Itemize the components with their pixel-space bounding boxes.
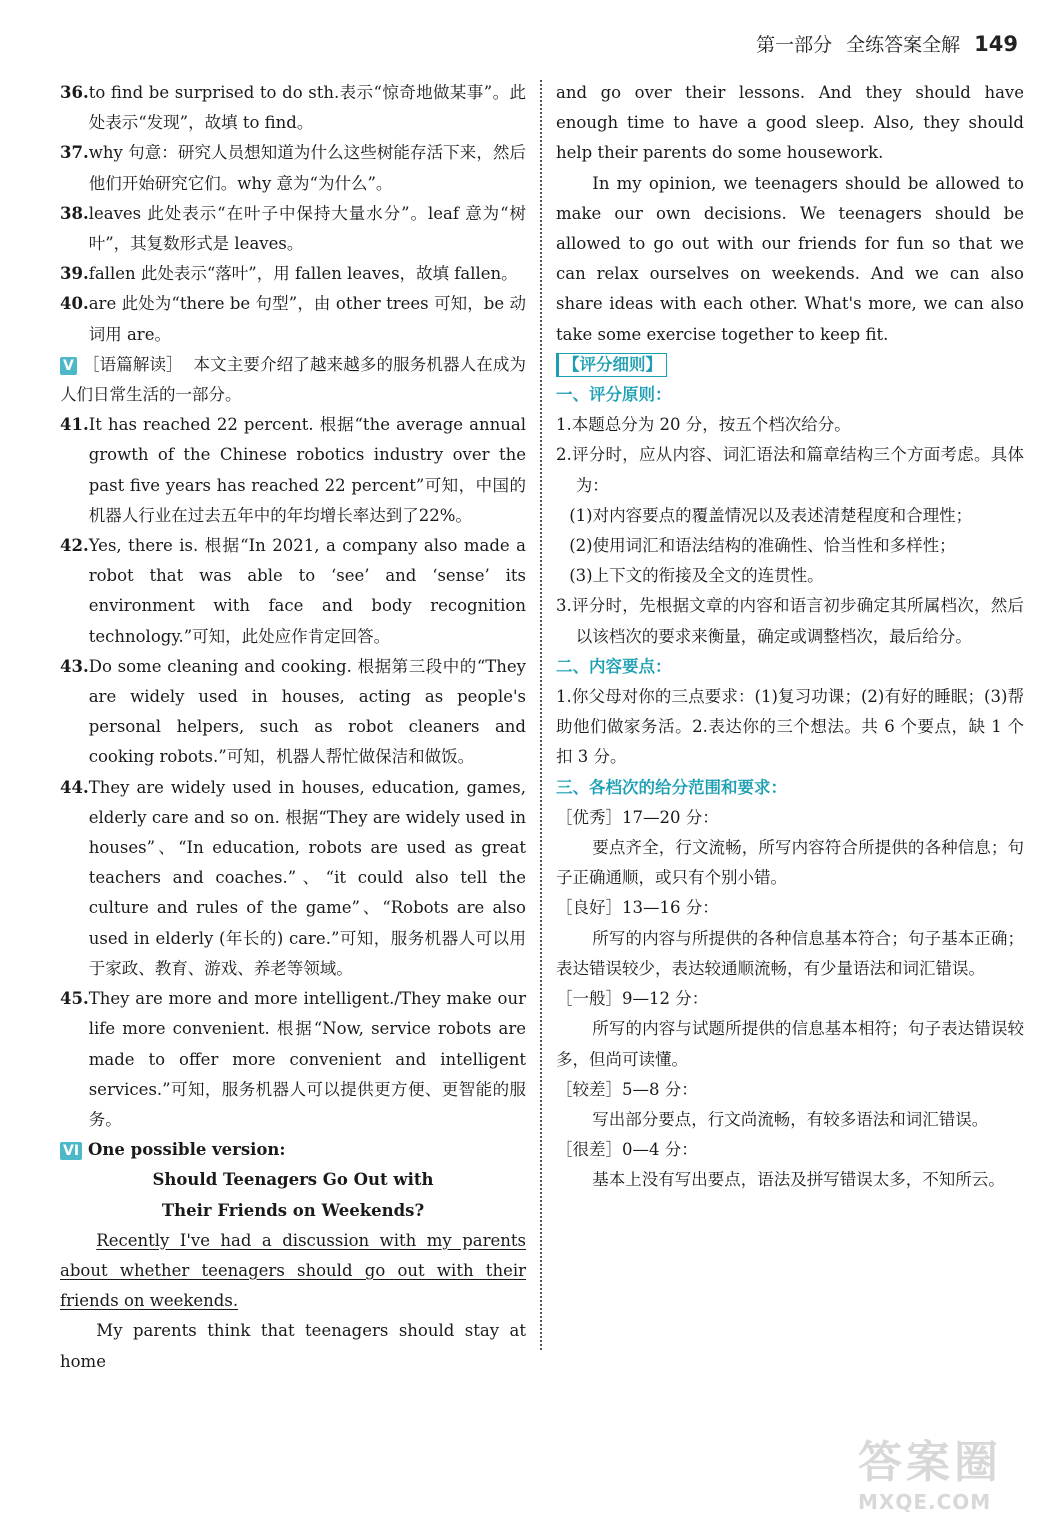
answer-item <box>60 773 526 984</box>
watermark-text: 答案圈 <box>858 1437 1002 1488</box>
sub-principle-3: (3)上下文的衔接及全文的连贯性。 <box>569 566 824 586</box>
answer-item <box>60 259 526 289</box>
level-description: 基本上没有写出要点，语法及拼写错误太多，不知所云。 <box>592 1170 1005 1190</box>
essay-paragraph-2-start: My parents think that teenagers should stay at home <box>60 1321 526 1371</box>
level-label: ［很差］0—4 分： <box>556 1140 698 1160</box>
level-label: ［优秀］17—20 分： <box>556 807 719 827</box>
version-label: One possible version: <box>88 1140 286 1160</box>
answer-item <box>60 410 526 531</box>
essay-paragraph-3: In my opinion, we teenagers should be allowed to make our own decisions. We teenagers should be allowed to go out with our friends for fun so that we can relax ourselves on weekends. And we can also share ideas with each other. What's more, we can also take some exercise together to keep fit. <box>556 173 1024 344</box>
answer-list-a <box>60 78 526 350</box>
level-description: 所写的内容与所提供的各种信息基本符合；句子基本正确；表达错误较少，表达较通顺流畅，有少量语法和词汇错误。 <box>556 928 1024 978</box>
level-description: 写出部分要点，行文尚流畅，有较多语法和词汇错误。 <box>592 1109 989 1129</box>
principle-2: 2.评分时，应从内容、词汇语法和篇章结构三个方面考虑。具体为： <box>556 445 1024 495</box>
answer-text: They are widely used in houses, education, games, elderly care and so on. 根据“They are widely used in houses”、“In education, robots are used as great teachers and coaches.”、“it could also tell the culture and rules of the game”、“Robots are also used in elderly (年长的) care.”可知，服务机器人可以用于家政、教育、游戏、养老等领域。 <box>88 777 526 978</box>
sub-principle-1: (1)对内容要点的覆盖情况以及表述清楚程度和合理性； <box>569 505 973 525</box>
answer-text: fallen 此处表示“落叶”，用 fallen leaves，故填 fallen。 <box>88 264 518 284</box>
answer-number: 43. <box>60 656 89 676</box>
answer-text: to find be surprised to do sth.表示“惊奇地做某事”。此处表示“发现”，故填 to find。 <box>88 83 526 133</box>
answer-number: 42. <box>60 536 89 556</box>
section-tag: ［语篇解读］ <box>82 354 183 374</box>
principle-heading: 一、评分原则： <box>556 385 672 405</box>
essay-title-line-2: Their Friends on Weekends? <box>161 1200 425 1220</box>
level-good <box>556 893 1024 984</box>
answer-text: Yes, there is. 根据“In 2021, a company also made a robot that was able to ‘see’ and ‘sense’ its environment with face and body recognition technology.”可知，此处应作肯定回答。 <box>88 536 526 646</box>
rubric-heading: 【评分细则】 <box>556 353 667 377</box>
answer-text: Do some cleaning and cooking. 根据第三段中的“They are widely used in houses, acting as people's personal helpers, such as robot cleaners and cooking robots.”可知，机器人帮忙做保洁和做饭。 <box>88 656 526 767</box>
content-points: 1.你父母对你的三点要求：(1)复习功课；(2)有好的睡眠；(3)帮助他们做家务活。2.表达你的三个想法。共 6 个要点，缺 1 个扣 3 分。 <box>556 687 1024 767</box>
section-badge: VI <box>60 1142 82 1160</box>
essay-paragraph-2-end: and go over their lessons. And they should have enough time to have a good sleep. Also, they should help their parents do some housework. <box>556 83 1024 163</box>
levels-heading: 三、各档次的给分范围和要求： <box>556 777 787 797</box>
answer-text: They are more and more intelligent./They make our life more convenient. 根据“Now, service robots are made to offer more convenient and intelligent services.”可知，服务机器人可以提供更方便、更智能的服务。 <box>88 989 526 1129</box>
section-summary: 本文主要介绍了越来越多的服务机器人在成为人们日常生活的一部分。 <box>60 354 527 405</box>
section-badge: V <box>60 357 77 375</box>
header-title: 全练答案全解 <box>846 34 961 56</box>
answer-item <box>60 984 526 1135</box>
answer-number: 40. <box>60 294 89 314</box>
answer-item <box>60 652 526 773</box>
answer-text: It has reached 22 percent. 根据“the average annual growth of the Chinese robotics industry over the past five years has reached 22 percent”可知，中国的机器人行业在过去五年中的年均增长率达到了22%。 <box>88 415 526 525</box>
level-average <box>556 984 1024 1075</box>
answer-item <box>60 138 526 198</box>
section-6-intro <box>60 1135 526 1165</box>
answer-text: why 句意：研究人员想知道为什么这些树能存活下来，然后他们开始研究它们。why 意为“为什么”。 <box>88 143 526 193</box>
answer-number: 45. <box>60 989 89 1009</box>
answer-number: 37. <box>60 143 89 163</box>
answer-number: 39. <box>60 264 89 284</box>
answer-list-b <box>60 410 526 1135</box>
answer-item <box>60 289 526 349</box>
watermark-url: MXQE.COM <box>858 1490 992 1514</box>
level-label: ［一般］9—12 分： <box>556 989 709 1009</box>
page-number: 149 <box>974 32 1018 56</box>
header-section: 第一部分 <box>756 34 833 56</box>
level-very-poor <box>556 1135 1024 1195</box>
level-poor <box>556 1075 1024 1135</box>
answer-item <box>60 78 526 138</box>
answer-item <box>60 531 526 652</box>
level-description: 所写的内容与试题所提供的信息基本相符；句子表达错误较多，但尚可读懂。 <box>556 1019 1024 1069</box>
column-divider <box>540 80 542 1350</box>
answer-number: 36. <box>60 83 89 102</box>
sub-principle-2: (2)使用词汇和语法结构的准确性、恰当性和多样性； <box>569 536 956 556</box>
answer-item <box>60 199 526 259</box>
essay-paragraph-1: Recently I've had a discussion with my parents about whether teenagers should go out with their friends on weekends. <box>60 1230 526 1311</box>
page-header <box>756 30 1018 57</box>
answer-number: 41. <box>60 415 89 435</box>
level-excellent <box>556 803 1024 894</box>
principle-1: 1.本题总分为 20 分，按五个档次给分。 <box>556 415 851 435</box>
principle-3: 3.评分时，先根据文章的内容和语言初步确定其所属档次，然后以该档次的要求来衡量，确定或调整档次，最后给分。 <box>556 596 1024 646</box>
answer-number: 44. <box>60 777 89 797</box>
level-label: ［较差］5—8 分： <box>556 1079 698 1099</box>
section-5-intro <box>60 350 526 410</box>
level-label: ［良好］13—16 分： <box>556 898 719 918</box>
points-heading: 二、内容要点： <box>556 656 672 676</box>
watermark-logo <box>858 1426 1028 1516</box>
essay-title-line-1: Should Teenagers Go Out with <box>152 1170 434 1190</box>
answer-text: leaves 此处表示“在叶子中保持大量水分”。leaf 意为“树叶”，其复数形式是 leaves。 <box>88 203 526 254</box>
level-description: 要点齐全，行文流畅，所写内容符合所提供的各种信息；句子正确通顺，或只有个别小错。 <box>556 838 1024 888</box>
right-column <box>556 78 1024 1196</box>
left-column <box>60 78 526 1377</box>
answer-number: 38. <box>60 203 89 223</box>
answer-text: are 此处为“there be 句型”，由 other trees 可知，be 动词用 are。 <box>88 294 526 344</box>
